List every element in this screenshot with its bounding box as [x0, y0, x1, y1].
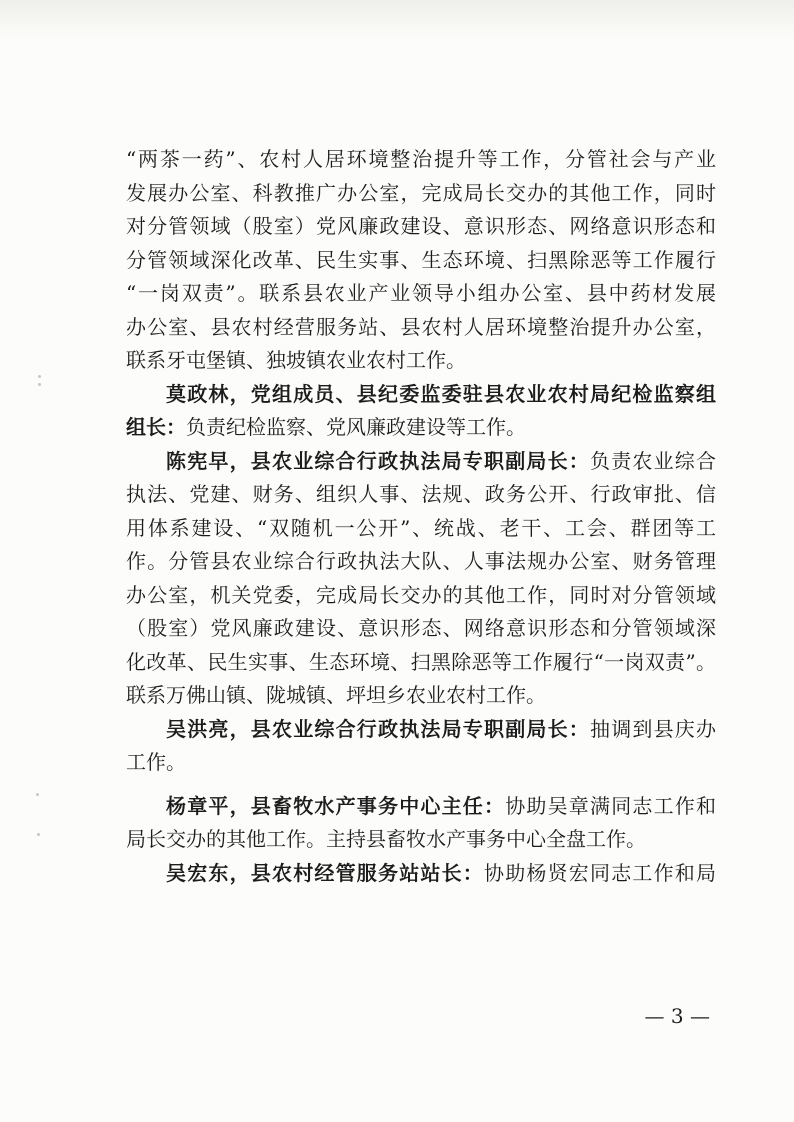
text-line	[126, 857, 716, 891]
text-line: 作。分管县农业综合行政执法大队、人事法规办公室、财务管理	[126, 549, 716, 573]
paragraph-yang-zhangping	[126, 790, 716, 857]
text-line: 用体系建设、“双随机一公开”、统战、老干、工会、群团等工	[126, 515, 716, 540]
role-heading: 杨章平，县畜牧水产事务中心主任：	[166, 793, 506, 818]
text-line: 对分管领域（股室）党风廉政建设、意识形态、网络意识形态和	[126, 214, 716, 238]
text-line	[126, 713, 716, 747]
paragraph-wu-hongliang	[126, 713, 716, 780]
text-line: 发展办公室、科教推广办公室，完成局长交办的其他工作，同时	[126, 180, 716, 205]
page-number: — 3 —	[644, 1004, 710, 1028]
scan-edge-shadow	[0, 0, 794, 40]
role-duties: 协助吴章满同志工作和	[505, 793, 716, 818]
role-heading: 组长：	[126, 415, 186, 439]
document-body	[126, 143, 716, 890]
text-line	[126, 445, 716, 479]
scan-speck	[38, 383, 41, 386]
paragraph-chen-xianzao	[126, 445, 716, 713]
text-line	[126, 790, 716, 824]
text-line: “一岗双责”。联系县农业产业领导小组办公室、县中药材发展	[126, 281, 716, 305]
text-line: 办公室、县农村经营服务站、县农村人居环境整治提升办公室，	[126, 314, 716, 339]
text-line: 分管领域深化改革、民生实事、生态环境、扫黑除恶等工作履行	[126, 247, 716, 272]
scan-speck	[37, 833, 40, 836]
paragraph-mo-zhenglin	[126, 378, 716, 445]
role-duties: 负责农业综合	[590, 448, 716, 473]
scan-speck	[36, 793, 39, 796]
paragraph-continuation	[126, 143, 716, 378]
role-duties: 抽调到县庆办	[590, 716, 716, 741]
text-line: 执法、党建、财务、组织人事、法规、政务公开、行政审批、信	[126, 482, 716, 506]
text-line: 化改革、民生实事、生态环境、扫黑除恶等工作履行“一岗双责”。	[126, 649, 716, 674]
role-duties: 负责纪检监察、党风廉政建设等工作。	[186, 415, 526, 439]
role-heading: 莫政林，党组成员、县纪委监委驻县农业农村局纪检监察组	[166, 381, 716, 406]
text-line: （股室）党风廉政建设、意识形态、网络意识形态和分管领域深	[126, 616, 716, 640]
text-line: 联系牙屯堡镇、独坡镇农业农村工作。	[126, 348, 466, 372]
role-heading: 吴洪亮，县农业综合行政执法局专职副局长：	[166, 716, 590, 741]
text-line	[126, 411, 716, 445]
role-heading: 吴宏东，县农村经管服务站站长：	[166, 860, 484, 885]
text-line: 局长交办的其他工作。主持县畜牧水产事务中心全盘工作。	[126, 827, 646, 851]
text-line: 工作。	[126, 750, 186, 774]
paragraph-gap	[126, 780, 716, 790]
text-line: 联系万佛山镇、陇城镇、坪坦乡农业农村工作。	[126, 683, 546, 707]
text-line: 办公室，机关党委，完成局长交办的其他工作，同时对分管领域	[126, 582, 716, 607]
scan-speck	[38, 375, 41, 378]
role-heading: 陈宪早，县农业综合行政执法局专职副局长：	[166, 448, 590, 473]
paragraph-wu-hongdong	[126, 857, 716, 891]
role-duties: 协助杨贤宏同志工作和局	[484, 860, 716, 885]
text-line: “两茶一药”、农村人居环境整治提升等工作，分管社会与产业	[126, 147, 716, 171]
